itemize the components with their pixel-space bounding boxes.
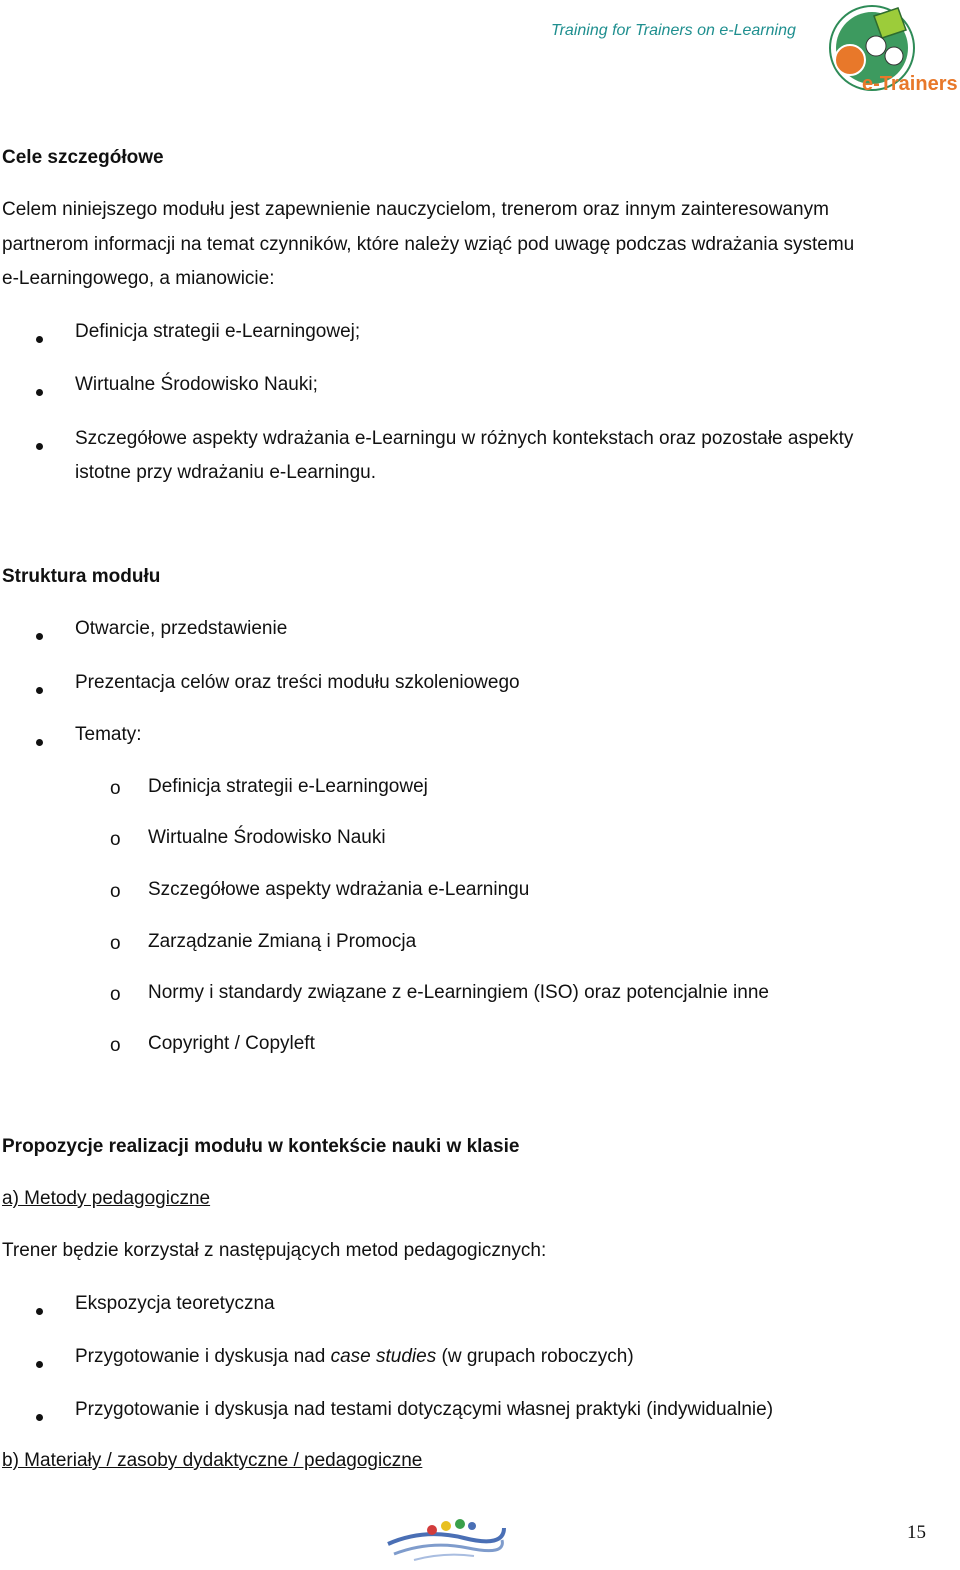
header-title: Training for Trainers on e-Learning xyxy=(551,22,796,39)
metody-intro: Trener będzie korzystał z następujących metod pedagogicznych: xyxy=(2,1240,547,1261)
bullet-item: Definicja strategii e-Learningowej; xyxy=(75,321,361,342)
eu-programme-logo xyxy=(384,1514,508,1566)
sub-bullet-marker: o xyxy=(110,984,121,1005)
e-trainers-logo xyxy=(826,4,958,96)
bullet-text-italic: case studies xyxy=(330,1346,437,1367)
sub-bullet-item: Wirtualne Środowisko Nauki xyxy=(148,827,386,848)
subheading-metody: a) Metody pedagogiczne xyxy=(2,1188,211,1209)
heading-cele: Cele szczegółowe xyxy=(2,147,164,168)
bullet-marker xyxy=(36,380,43,402)
intro-line: partnerom informacji na temat czynników, które należy wziąć pod uwagę podczas wdrażania systemu xyxy=(2,233,855,255)
bullet-item: Przygotowanie i dyskusja nad testami dotyczącymi własnej praktyki (indywidualnie) xyxy=(75,1399,774,1420)
bullet-item: Ekspozycja teoretyczna xyxy=(75,1293,275,1314)
page-number: 15 xyxy=(907,1522,926,1543)
bullet-marker xyxy=(36,730,43,752)
heading-struktura: Struktura modułu xyxy=(2,566,161,587)
sub-bullet-marker: o xyxy=(110,933,121,954)
bullet-item xyxy=(75,1346,634,1368)
intro-line: e-Learningowego, a mianowicie: xyxy=(2,268,275,289)
bullet-marker xyxy=(36,1352,43,1374)
sub-bullet-item: Szczegółowe aspekty wdrażania e-Learningu xyxy=(148,879,530,900)
sub-bullet-marker: o xyxy=(110,829,121,850)
bullet-text-part: Przygotowanie i dyskusja nad xyxy=(75,1346,331,1367)
bullet-marker xyxy=(36,1299,43,1321)
bullet-marker xyxy=(36,434,43,456)
bullet-item: Tematy: xyxy=(75,724,142,745)
bullet-text-part: (w grupach roboczych) xyxy=(436,1346,634,1367)
heading-propozycje: Propozycje realizacji modułu w kontekście nauki w klasie xyxy=(2,1136,520,1157)
bullet-marker xyxy=(36,624,43,646)
sub-bullet-marker: o xyxy=(110,881,121,902)
sub-bullet-item: Normy i standardy związane z e-Learningiem (ISO) oraz potencjalnie inne xyxy=(148,982,769,1003)
sub-bullet-marker: o xyxy=(110,778,121,799)
sub-bullet-item: Copyright / Copyleft xyxy=(148,1033,315,1054)
bullet-item: Otwarcie, przedstawienie xyxy=(75,618,288,639)
sub-bullet-marker: o xyxy=(110,1035,121,1056)
intro-paragraph xyxy=(2,193,854,297)
bullet-marker xyxy=(36,1405,43,1427)
bullet-item: Wirtualne Środowisko Nauki; xyxy=(75,374,318,395)
sub-bullet-item: Definicja strategii e-Learningowej xyxy=(148,776,428,797)
bullet-marker xyxy=(36,678,43,700)
bullet-item: Prezentacja celów oraz treści modułu szkoleniowego xyxy=(75,672,520,693)
bullet-marker xyxy=(36,327,43,349)
subheading-materialy: b) Materiały / zasoby dydaktyczne / pedagogiczne xyxy=(2,1450,423,1471)
sub-bullet-item: Zarządzanie Zmianą i Promocja xyxy=(148,931,417,952)
bullet-item: Szczegółowe aspekty wdrażania e-Learningu w różnych kontekstach oraz pozostałe aspekty xyxy=(75,428,854,449)
intro-line: Celem niniejszego modułu jest zapewnienie nauczycielom, trenerom oraz innym zainteresowanym xyxy=(2,199,829,220)
bullet-continuation: istotne przy wdrażaniu e-Learningu. xyxy=(75,462,377,483)
logo-text: e-Trainers xyxy=(862,73,958,95)
